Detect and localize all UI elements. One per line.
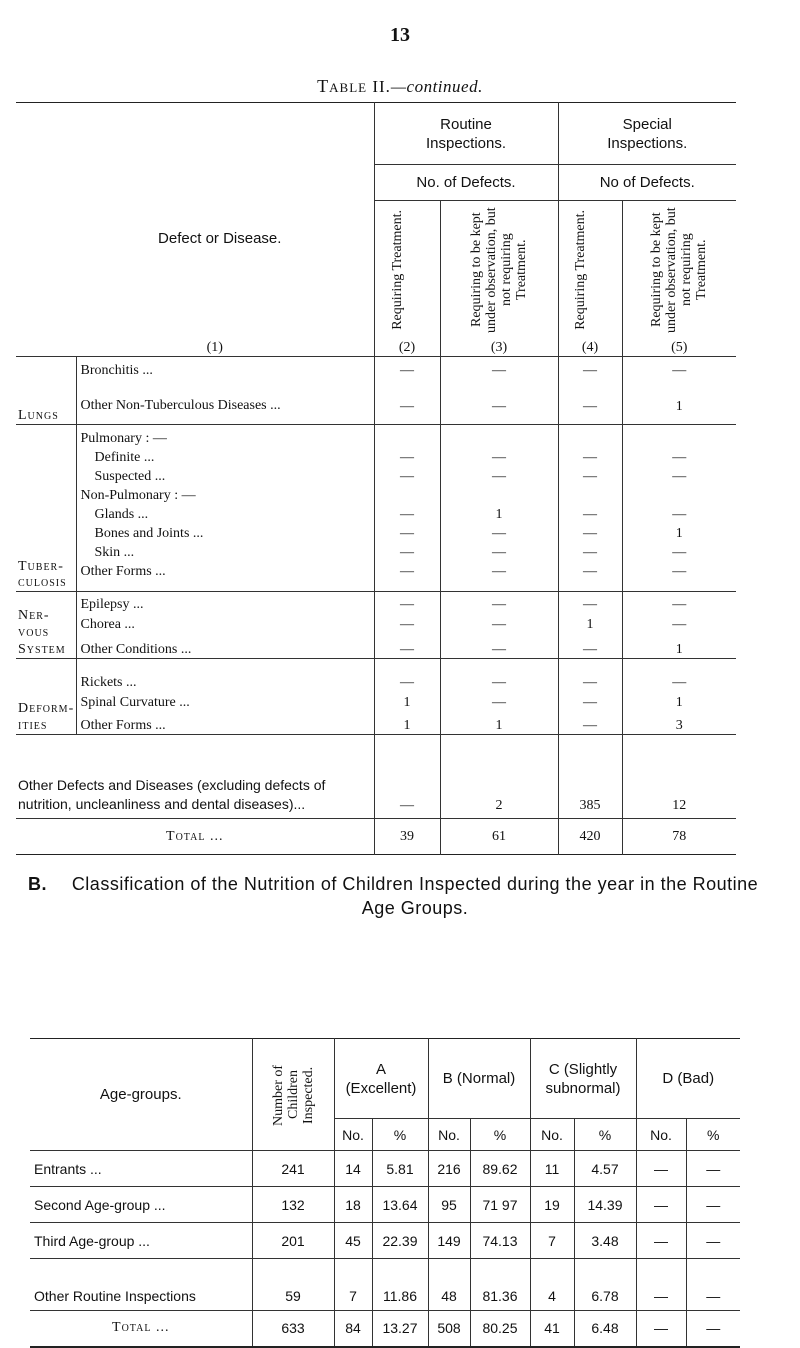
cell: — [636, 1151, 686, 1187]
col4-header-text: Requiring Treatment. [573, 209, 588, 330]
cell: — [374, 379, 440, 415]
cell: — [374, 735, 440, 819]
cell: — [622, 504, 736, 523]
cell: — [374, 357, 440, 379]
row-label: Suspected ... [76, 466, 374, 485]
defects-table [16, 102, 736, 855]
defect-header: Defect or Disease. [158, 230, 282, 248]
c-pct-header: % [574, 1119, 636, 1151]
routine-header [374, 103, 558, 165]
cell: 22.39 [372, 1223, 428, 1259]
row-label: Glands ... [76, 504, 374, 523]
cell: — [440, 466, 558, 485]
cell: — [440, 592, 558, 613]
cell: — [440, 357, 558, 379]
row-label [30, 1259, 252, 1311]
cell: — [374, 592, 440, 613]
cell: — [558, 561, 622, 580]
cell: 132 [252, 1187, 334, 1223]
cell: — [622, 592, 736, 613]
special-header-text: Special Inspections. [607, 115, 688, 152]
row-label: Entrants ... [30, 1151, 252, 1187]
cell: — [440, 633, 558, 659]
cell: — [374, 542, 440, 561]
cell: 7 [334, 1259, 372, 1311]
cell: 3.48 [574, 1223, 636, 1259]
row-label: Second Age-group ... [30, 1187, 252, 1223]
col5-header-text: Requiring to be kept under observation, but not requiring Treatment. [649, 206, 710, 333]
cell: 201 [252, 1223, 334, 1259]
total-cell: 78 [622, 819, 736, 855]
special-header [558, 103, 736, 165]
cell: 1 [374, 711, 440, 735]
row-label: Skin ... [76, 542, 374, 561]
cell: — [440, 659, 558, 691]
cell: — [636, 1223, 686, 1259]
cell: — [558, 504, 622, 523]
number-inspected-header-text: Number of Children Inspected. [270, 1063, 316, 1126]
cell [440, 485, 558, 504]
cell: — [636, 1259, 686, 1311]
number-inspected-header [252, 1039, 334, 1151]
cell: 216 [428, 1151, 470, 1187]
cell: 1 [558, 613, 622, 633]
row-label: Other Conditions ... [76, 633, 374, 659]
page-number: 13 [390, 24, 410, 46]
a-pct-header: % [372, 1119, 428, 1151]
table-title [0, 76, 800, 97]
cell: 2 [440, 735, 558, 819]
cat-d-header-text: D (Bad) [662, 1070, 715, 1087]
col3-number: (3) [440, 335, 558, 357]
total-label: Total ... [30, 1311, 252, 1347]
cell: — [374, 523, 440, 542]
row-label-text: Other Routine Inspections [34, 1288, 196, 1304]
cell: — [558, 691, 622, 711]
cell: 12 [622, 735, 736, 819]
row-label: Epilepsy ... [76, 592, 374, 613]
cell: 71 97 [470, 1187, 530, 1223]
cell: 1 [440, 504, 558, 523]
total-cell: — [686, 1311, 740, 1347]
cell: — [374, 633, 440, 659]
cell: — [622, 447, 736, 466]
cell: — [440, 523, 558, 542]
cell: — [622, 659, 736, 691]
cell: — [374, 613, 440, 633]
other-defects-label: Other Defects and Diseases (excluding defects of nutrition, uncleanliness and dental diseases)... [16, 735, 374, 819]
cell: 14.39 [574, 1187, 636, 1223]
col4-number: (4) [558, 335, 622, 357]
total-cell: 80.25 [470, 1311, 530, 1347]
routine-defects-header: No. of Defects. [374, 165, 558, 201]
b-pct-header: % [470, 1119, 530, 1151]
cell: 5.81 [372, 1151, 428, 1187]
total-cell: 633 [252, 1311, 334, 1347]
table-title-prefix: Table [317, 76, 368, 96]
cell: 45 [334, 1223, 372, 1259]
table-title-number: II. [367, 77, 391, 96]
col5-header [622, 201, 736, 335]
cell: 74.13 [470, 1223, 530, 1259]
cell: — [686, 1151, 740, 1187]
cat-b-header-text: B (Normal) [442, 1070, 516, 1087]
group-deformities: Deform-ities [16, 659, 76, 735]
cell: 241 [252, 1151, 334, 1187]
cell: 19 [530, 1187, 574, 1223]
col1-number: (1) [16, 335, 374, 357]
cell: 11 [530, 1151, 574, 1187]
cell: — [622, 357, 736, 379]
cell: — [440, 561, 558, 580]
cell: — [686, 1259, 740, 1311]
cell: 6.78 [574, 1259, 636, 1311]
row-label: Bones and Joints ... [76, 523, 374, 542]
section-b-heading [30, 872, 770, 920]
cat-c-header-text: C (Slightly subnormal) [545, 1060, 621, 1097]
row-label: Non-Pulmonary : — [76, 485, 374, 504]
cell: 59 [252, 1259, 334, 1311]
cell: — [374, 447, 440, 466]
special-defects-header: No of Defects. [558, 165, 736, 201]
cell: — [374, 659, 440, 691]
cell: — [558, 633, 622, 659]
cell: — [440, 379, 558, 415]
cell: 13.64 [372, 1187, 428, 1223]
age-groups-header: Age-groups. [99, 1086, 182, 1103]
cell: 7 [530, 1223, 574, 1259]
cell: 89.62 [470, 1151, 530, 1187]
row-label: Other Forms ... [76, 561, 374, 580]
row-label: Rickets ... [76, 659, 374, 691]
total-cell: 420 [558, 819, 622, 855]
col3-header-text: Requiring to be kept under observation, but not requiring Treatment. [469, 206, 529, 333]
cell: 95 [428, 1187, 470, 1223]
row-label: Pulmonary : — [76, 425, 374, 447]
row-label: Third Age-group ... [30, 1223, 252, 1259]
d-no-header: No. [636, 1119, 686, 1151]
cat-d-header [636, 1039, 740, 1119]
cell: — [622, 561, 736, 580]
defect-header-cell [16, 103, 374, 335]
cell: — [558, 379, 622, 415]
col3-header [440, 201, 558, 335]
total-cell: 6.48 [574, 1311, 636, 1347]
cat-a-header [334, 1039, 428, 1119]
cell: — [558, 447, 622, 466]
table-title-suffix: —continued. [390, 77, 483, 96]
row-label: Other Non-Tuberculous Diseases ... [76, 379, 374, 415]
cat-c-header [530, 1039, 636, 1119]
cell [622, 425, 736, 447]
cell: 14 [334, 1151, 372, 1187]
total-cell: — [636, 1311, 686, 1347]
cell: 18 [334, 1187, 372, 1223]
row-label: Bronchitis ... [76, 357, 374, 379]
cell [440, 425, 558, 447]
cell: 1 [622, 379, 736, 415]
nutrition-table [30, 1038, 740, 1348]
total-cell: 41 [530, 1311, 574, 1347]
cell: 3 [622, 711, 736, 735]
d-pct-header: % [686, 1119, 740, 1151]
cell: — [622, 542, 736, 561]
cell: 385 [558, 735, 622, 819]
total-cell: 61 [440, 819, 558, 855]
cell: — [558, 711, 622, 735]
cell [622, 485, 736, 504]
cell: — [558, 592, 622, 613]
cell: 1 [622, 523, 736, 542]
cell [374, 485, 440, 504]
cat-a-header-text: A (Excellent) [345, 1060, 417, 1097]
cell: — [440, 613, 558, 633]
cell: 4.57 [574, 1151, 636, 1187]
cell: — [636, 1187, 686, 1223]
cell: — [440, 542, 558, 561]
col5-number: (5) [622, 335, 736, 357]
row-label: Other Forms ... [76, 711, 374, 735]
col2-header [374, 201, 440, 335]
row-label: Spinal Curvature ... [76, 691, 374, 711]
group-nervous-system: Ner-vous System [16, 592, 76, 659]
total-cell: 13.27 [372, 1311, 428, 1347]
cell: — [374, 561, 440, 580]
cell: 11.86 [372, 1259, 428, 1311]
cell: — [374, 504, 440, 523]
col4-header [558, 201, 622, 335]
cell: 1 [440, 711, 558, 735]
cell: — [686, 1223, 740, 1259]
cell: — [440, 447, 558, 466]
cell [558, 485, 622, 504]
cell: — [622, 466, 736, 485]
total-label: Total ... [16, 819, 374, 855]
total-cell: 84 [334, 1311, 372, 1347]
cell: — [558, 523, 622, 542]
cell: — [558, 466, 622, 485]
cell [374, 425, 440, 447]
a-no-header: No. [334, 1119, 372, 1151]
group-tuberculosis: Tuber-culosis [16, 425, 76, 592]
cell [558, 425, 622, 447]
c-no-header: No. [530, 1119, 574, 1151]
total-cell: 508 [428, 1311, 470, 1347]
col2-header-text: Requiring Treatment. [390, 209, 405, 330]
cell: 4 [530, 1259, 574, 1311]
cell: — [558, 659, 622, 691]
section-b-letter: B. [28, 874, 47, 894]
cell: 81.36 [470, 1259, 530, 1311]
group-lungs: Lungs [18, 408, 59, 423]
routine-header-text: Routine Inspections. [425, 115, 507, 152]
cell: 1 [622, 633, 736, 659]
cell: 149 [428, 1223, 470, 1259]
cell: 48 [428, 1259, 470, 1311]
cell: 1 [374, 691, 440, 711]
section-b-text: Classification of the Nutrition of Children Inspected during the year in the Routine Age Groups. [71, 874, 759, 918]
b-no-header: No. [428, 1119, 470, 1151]
col2-number: (2) [374, 335, 440, 357]
cell: — [374, 466, 440, 485]
row-label: Definite ... [76, 447, 374, 466]
cell: — [622, 613, 736, 633]
cell: 1 [622, 691, 736, 711]
cell: — [686, 1187, 740, 1223]
cell: — [558, 357, 622, 379]
cell: — [440, 691, 558, 711]
row-label: Chorea ... [76, 613, 374, 633]
total-cell: 39 [374, 819, 440, 855]
cat-b-header [428, 1039, 530, 1119]
cell: — [558, 542, 622, 561]
